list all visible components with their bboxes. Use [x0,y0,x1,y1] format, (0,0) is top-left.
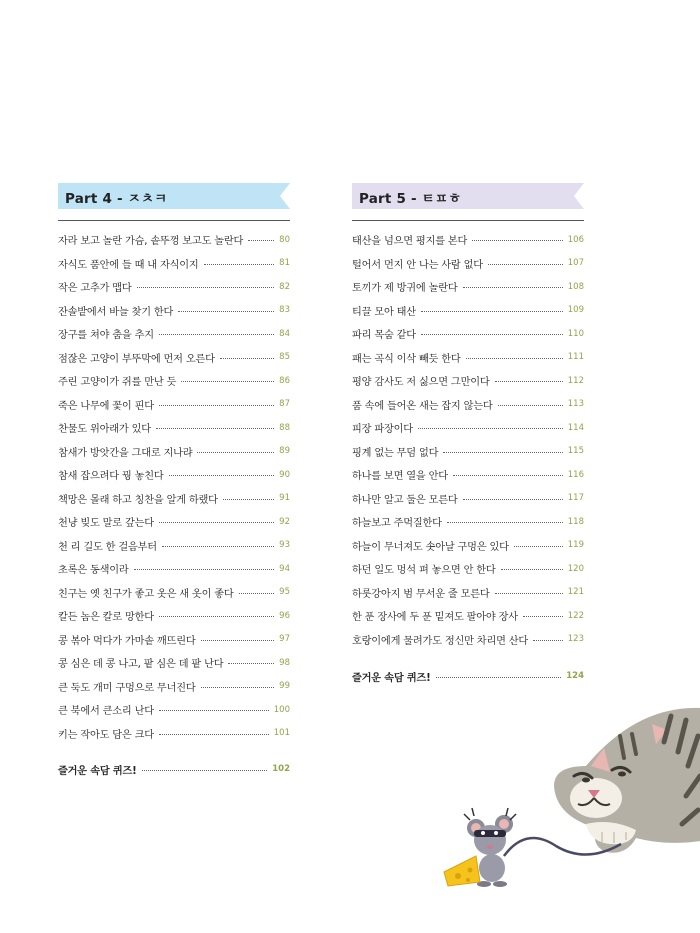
toc-entry[interactable] [352,581,584,605]
entry-page-number: 95 [279,587,290,598]
toc-entry[interactable] [58,322,290,346]
leader-dots [239,593,275,594]
entry-page-number: 100 [273,704,290,715]
leader-dots [495,381,563,382]
part5-column [352,183,584,686]
entry-title: 하나를 보면 열을 안다 [352,471,448,483]
entry-page-number: 98 [279,657,290,668]
leader-dots [436,677,562,678]
entry-page-number: 118 [567,516,584,527]
toc-entry[interactable] [58,510,290,534]
part5-quiz-entry[interactable] [352,666,584,686]
toc-entry[interactable] [58,722,290,746]
toc-entry[interactable] [58,463,290,487]
leader-dots [463,287,563,288]
leader-dots [159,405,274,406]
entry-page-number: 110 [567,328,584,339]
toc-entry[interactable] [58,698,290,722]
entry-title: 친구는 옛 친구가 좋고 옷은 새 옷이 좋다 [58,588,234,600]
part4-quiz-page: 102 [272,764,290,774]
entry-page-number: 91 [279,493,290,504]
entry-page-number: 117 [567,493,584,504]
part4-title: Part 4 - ㅈㅊㅋ [65,191,168,207]
entry-page-number: 109 [567,305,584,316]
entry-title: 평양 감사도 저 싫으면 그만이다 [352,377,490,389]
entry-title: 핑계 없는 무덤 없다 [352,447,439,459]
entry-title: 참새가 방앗간을 그대로 지나랴 [58,447,193,459]
entry-page-number: 85 [279,352,290,363]
leader-dots [421,334,563,335]
entry-page-number: 96 [279,610,290,621]
entry-page-number: 84 [279,328,290,339]
entry-title: 피장 파장이다 [352,424,413,436]
entry-page-number: 80 [279,234,290,245]
toc-entry[interactable] [58,346,290,370]
entry-title: 토끼가 제 방귀에 놀란다 [352,283,458,295]
entry-page-number: 116 [567,469,584,480]
leader-dots [137,287,275,288]
toc-entry[interactable] [352,228,584,252]
toc-entry[interactable] [352,628,584,652]
leader-dots [159,522,274,523]
toc-entry[interactable] [352,299,584,323]
entry-page-number: 87 [279,399,290,410]
toc-entry[interactable] [352,487,584,511]
toc-entry[interactable] [58,299,290,323]
leader-dots [201,687,275,688]
part4-divider [58,220,290,221]
entry-title: 하늘보고 주먹질한다 [352,518,442,530]
leader-dots [421,311,563,312]
entry-title: 키는 작아도 담은 크다 [58,729,154,741]
leader-dots [159,710,269,711]
leader-dots [142,770,268,771]
toc-entry[interactable] [58,487,290,511]
leader-dots [495,593,563,594]
leader-dots [223,499,274,500]
entry-page-number: 101 [273,728,290,739]
entry-title: 점잖은 고양이 부뚜막에 먼저 오른다 [58,353,215,365]
entry-title: 호랑이에게 물려가도 정신만 차리면 산다 [352,635,529,647]
entry-title: 털어서 먼지 안 나는 사람 없다 [352,259,483,271]
entry-page-number: 120 [567,563,584,574]
entry-title: 파리 목숨 같다 [352,330,416,342]
entry-title: 하룻강아지 범 무서운 줄 모른다 [352,588,490,600]
leader-dots [201,640,275,641]
part4-toc-list [58,228,290,745]
entry-page-number: 112 [567,375,584,386]
entry-title: 장구를 쳐야 춤을 추지 [58,330,154,342]
part5-banner [352,183,584,209]
toc-entry[interactable] [352,463,584,487]
toc-entry[interactable] [352,393,584,417]
leader-dots [134,569,275,570]
toc-entry[interactable] [58,581,290,605]
entry-title: 죽은 나무에 꽃이 핀다 [58,400,154,412]
toc-entry[interactable] [352,346,584,370]
toc-entry[interactable] [58,369,290,393]
entry-page-number: 119 [567,540,584,551]
leader-dots [447,522,563,523]
entry-title: 주린 고양이가 쥐를 만난 듯 [58,377,177,389]
toc-entry[interactable] [352,275,584,299]
entry-title: 티끌 모아 태산 [352,306,416,318]
cat-and-mouse-illustration [436,706,700,888]
entry-page-number: 108 [567,281,584,292]
leader-dots [453,475,563,476]
entry-title: 큰 둑도 개미 구멍으로 무너진다 [58,682,196,694]
part4-banner [58,183,290,209]
toc-entry[interactable] [58,228,290,252]
toc-entry[interactable] [352,534,584,558]
leader-dots [501,569,563,570]
leader-dots [156,428,274,429]
leader-dots [204,264,275,265]
leader-dots [228,663,274,664]
entry-page-number: 94 [279,563,290,574]
leader-dots [159,334,274,335]
entry-title: 작은 고추가 맵다 [58,283,132,295]
toc-entry[interactable] [352,416,584,440]
entry-title: 천냥 빚도 말로 갚는다 [58,518,154,530]
leader-dots [418,428,563,429]
cat-illustration [554,708,700,853]
entry-page-number: 82 [279,281,290,292]
entry-page-number: 121 [567,587,584,598]
leader-dots [248,240,274,241]
leader-dots [498,405,563,406]
entry-page-number: 92 [279,516,290,527]
entry-page-number: 90 [279,469,290,480]
entry-page-number: 122 [567,610,584,621]
entry-title: 자라 보고 놀란 가슴, 솥뚜껑 보고도 놀란다 [58,236,244,248]
entry-page-number: 81 [279,258,290,269]
toc-entry[interactable] [352,557,584,581]
leader-dots [220,358,274,359]
entry-title: 칼든 놈은 칼로 망한다 [58,612,154,624]
toc-entry[interactable] [58,675,290,699]
entry-title: 콩 볶아 먹다가 가마솥 깨뜨린다 [58,635,196,647]
entry-page-number: 83 [279,305,290,316]
entry-page-number: 114 [567,422,584,433]
toc-entry[interactable] [58,534,290,558]
toc-entry[interactable] [58,252,290,276]
leader-dots [443,452,563,453]
leader-dots [162,546,274,547]
leader-dots [533,640,563,641]
toc-entry[interactable] [352,252,584,276]
entry-page-number: 123 [567,634,584,645]
entry-page-number: 99 [279,681,290,692]
toc-entry[interactable] [58,440,290,464]
entry-page-number: 113 [567,399,584,410]
leader-dots [178,311,274,312]
entry-title: 하늘이 무너져도 솟아날 구멍은 있다 [352,541,509,553]
entry-page-number: 88 [279,422,290,433]
entry-title: 하던 일도 멍석 펴 놓으면 안 한다 [352,565,496,577]
toc-entry[interactable] [352,322,584,346]
leader-dots [523,616,563,617]
part5-quiz-title: 즐거운 속담 퀴즈! [352,672,431,684]
toc-entry[interactable] [58,275,290,299]
leader-dots [472,240,563,241]
toc-entry[interactable] [352,604,584,628]
entry-title: 큰 북에서 큰소리 난다 [58,706,154,718]
part5-title: Part 5 - ㅌㅍㅎ [359,191,462,207]
leader-dots [159,616,274,617]
toc-entry[interactable] [58,628,290,652]
entry-title: 잔솔밭에서 바늘 찾기 한다 [58,306,174,318]
part5-quiz-page: 124 [566,671,584,681]
toc-entry[interactable] [352,369,584,393]
entry-page-number: 115 [567,446,584,457]
entry-title: 참새 잡으려다 꿩 놓친다 [58,471,164,483]
toc-entry[interactable] [352,510,584,534]
entry-title: 패는 곡식 이삭 빼듯 한다 [352,353,461,365]
leader-dots [463,499,563,500]
part5-toc-list [352,228,584,651]
toc-entry[interactable] [58,651,290,675]
leader-dots [181,381,274,382]
entry-page-number: 93 [279,540,290,551]
leader-dots [197,452,274,453]
cheese-illustration [444,856,480,886]
leader-dots [466,358,563,359]
entry-title: 품 속에 들어온 새는 잡지 않는다 [352,400,493,412]
toc-entry[interactable] [58,604,290,628]
leader-dots [514,546,563,547]
entry-title: 책망은 몰래 하고 칭찬을 알게 하랬다 [58,494,218,506]
part5-divider [352,220,584,221]
entry-page-number: 111 [567,352,584,363]
leader-dots [169,475,275,476]
entry-title: 한 푼 장사에 두 푼 밑져도 팔아야 장사 [352,612,518,624]
toc-entry[interactable] [58,557,290,581]
entry-title: 천 리 길도 한 걸음부터 [58,541,157,553]
entry-page-number: 86 [279,375,290,386]
toc-entry[interactable] [58,393,290,417]
part4-quiz-title: 즐거운 속담 퀴즈! [58,765,137,777]
entry-title: 찬물도 위아래가 있다 [58,424,151,436]
entry-page-number: 107 [567,258,584,269]
entry-page-number: 106 [567,234,584,245]
leader-dots [488,264,563,265]
toc-entry[interactable] [58,416,290,440]
part4-quiz-entry[interactable] [58,759,290,779]
entry-title: 태산을 넘으면 평지를 본다 [352,236,468,248]
leader-dots [159,734,269,735]
part4-column [58,183,290,779]
entry-title: 하나만 알고 둘은 모른다 [352,494,458,506]
entry-title: 자식도 품안에 들 때 내 자식이지 [58,259,199,271]
entry-title: 초록은 동색이라 [58,565,129,577]
toc-entry[interactable] [352,440,584,464]
entry-title: 콩 심은 데 콩 나고, 팥 심은 데 팥 난다 [58,659,224,671]
entry-page-number: 89 [279,446,290,457]
entry-page-number: 97 [279,634,290,645]
